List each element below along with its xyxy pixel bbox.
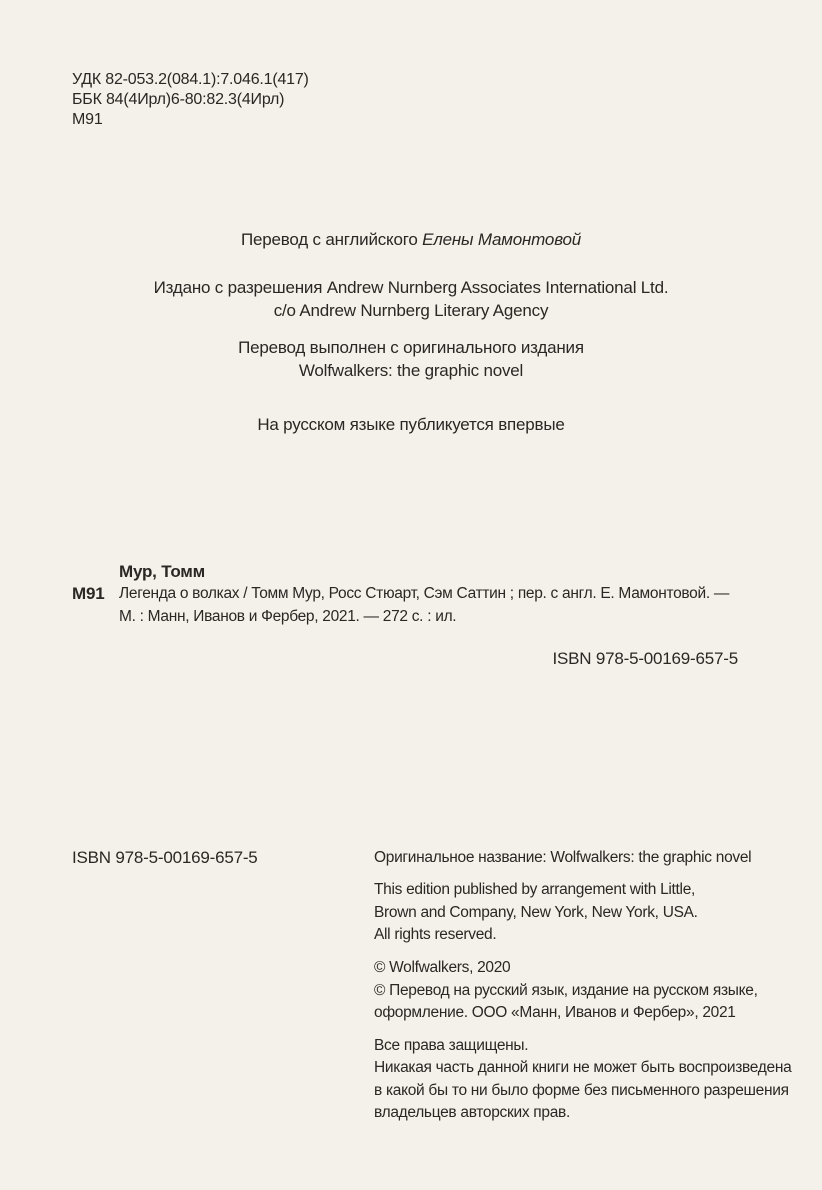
notice-line-4: владельцев авторских прав.: [374, 1104, 570, 1121]
bbk-code: ББК 84(4Ирл)6-80:82.3(4Ирл): [72, 91, 285, 108]
translation-prefix: Перевод с английского: [240, 230, 423, 249]
bib-isbn: ISBN 978-5-00169-657-5: [552, 649, 738, 668]
notice-line-1: Все права защищены.: [374, 1037, 529, 1054]
edition-line-2: Brown and Company, New York, New York, USA.: [374, 904, 698, 921]
original-edition-line-2: Wolfwalkers: the graphic novel: [298, 361, 524, 380]
rights-line-2: c/o Andrew Nurnberg Literary Agency: [273, 301, 549, 320]
first-publication-note: На русском языке публикуется впервые: [257, 415, 565, 434]
bib-description-line-2: М. : Манн, Иванов и Фербер, 2021. — 272 с. : ил.: [119, 608, 457, 625]
notice-line-2: Никакая часть данной книги не может быть воспроизведена: [374, 1059, 792, 1076]
copyright-line-3: оформление. ООО «Манн, Иванов и Фербер», 2021: [374, 1004, 736, 1021]
translator-name: Елены Мамонтовой: [422, 230, 581, 249]
bib-code: М91: [72, 584, 105, 603]
original-edition-line-1: Перевод выполнен с оригинального издания: [238, 338, 584, 357]
copyright-line-2: © Перевод на русский язык, издание на русском языке,: [374, 982, 758, 999]
copyright-line-1: © Wolfwalkers, 2020: [374, 959, 511, 976]
translation-credit: [0, 229, 822, 251]
footer-isbn: ISBN 978-5-00169-657-5: [72, 848, 258, 867]
original-title: Оригинальное название: Wolfwalkers: the graphic novel: [374, 849, 752, 866]
catalog-code: М91: [72, 111, 103, 128]
bib-description-line-1: Легенда о волках / Томм Мур, Росс Стюарт, Сэм Саттин ; пер. с англ. Е. Мамонтовой. —: [119, 585, 730, 602]
rights-line-1: Издано с разрешения Andrew Nurnberg Associates International Ltd.: [153, 278, 669, 297]
notice-line-3: в какой бы то ни было форме без письменного разрешения: [374, 1082, 789, 1099]
bib-author: Мур, Томм: [119, 562, 206, 581]
edition-line-3: All rights reserved.: [374, 926, 497, 943]
udk-code: УДК 82-053.2(084.1):7.046.1(417): [72, 71, 309, 88]
edition-line-1: This edition published by arrangement with Little,: [374, 881, 696, 898]
